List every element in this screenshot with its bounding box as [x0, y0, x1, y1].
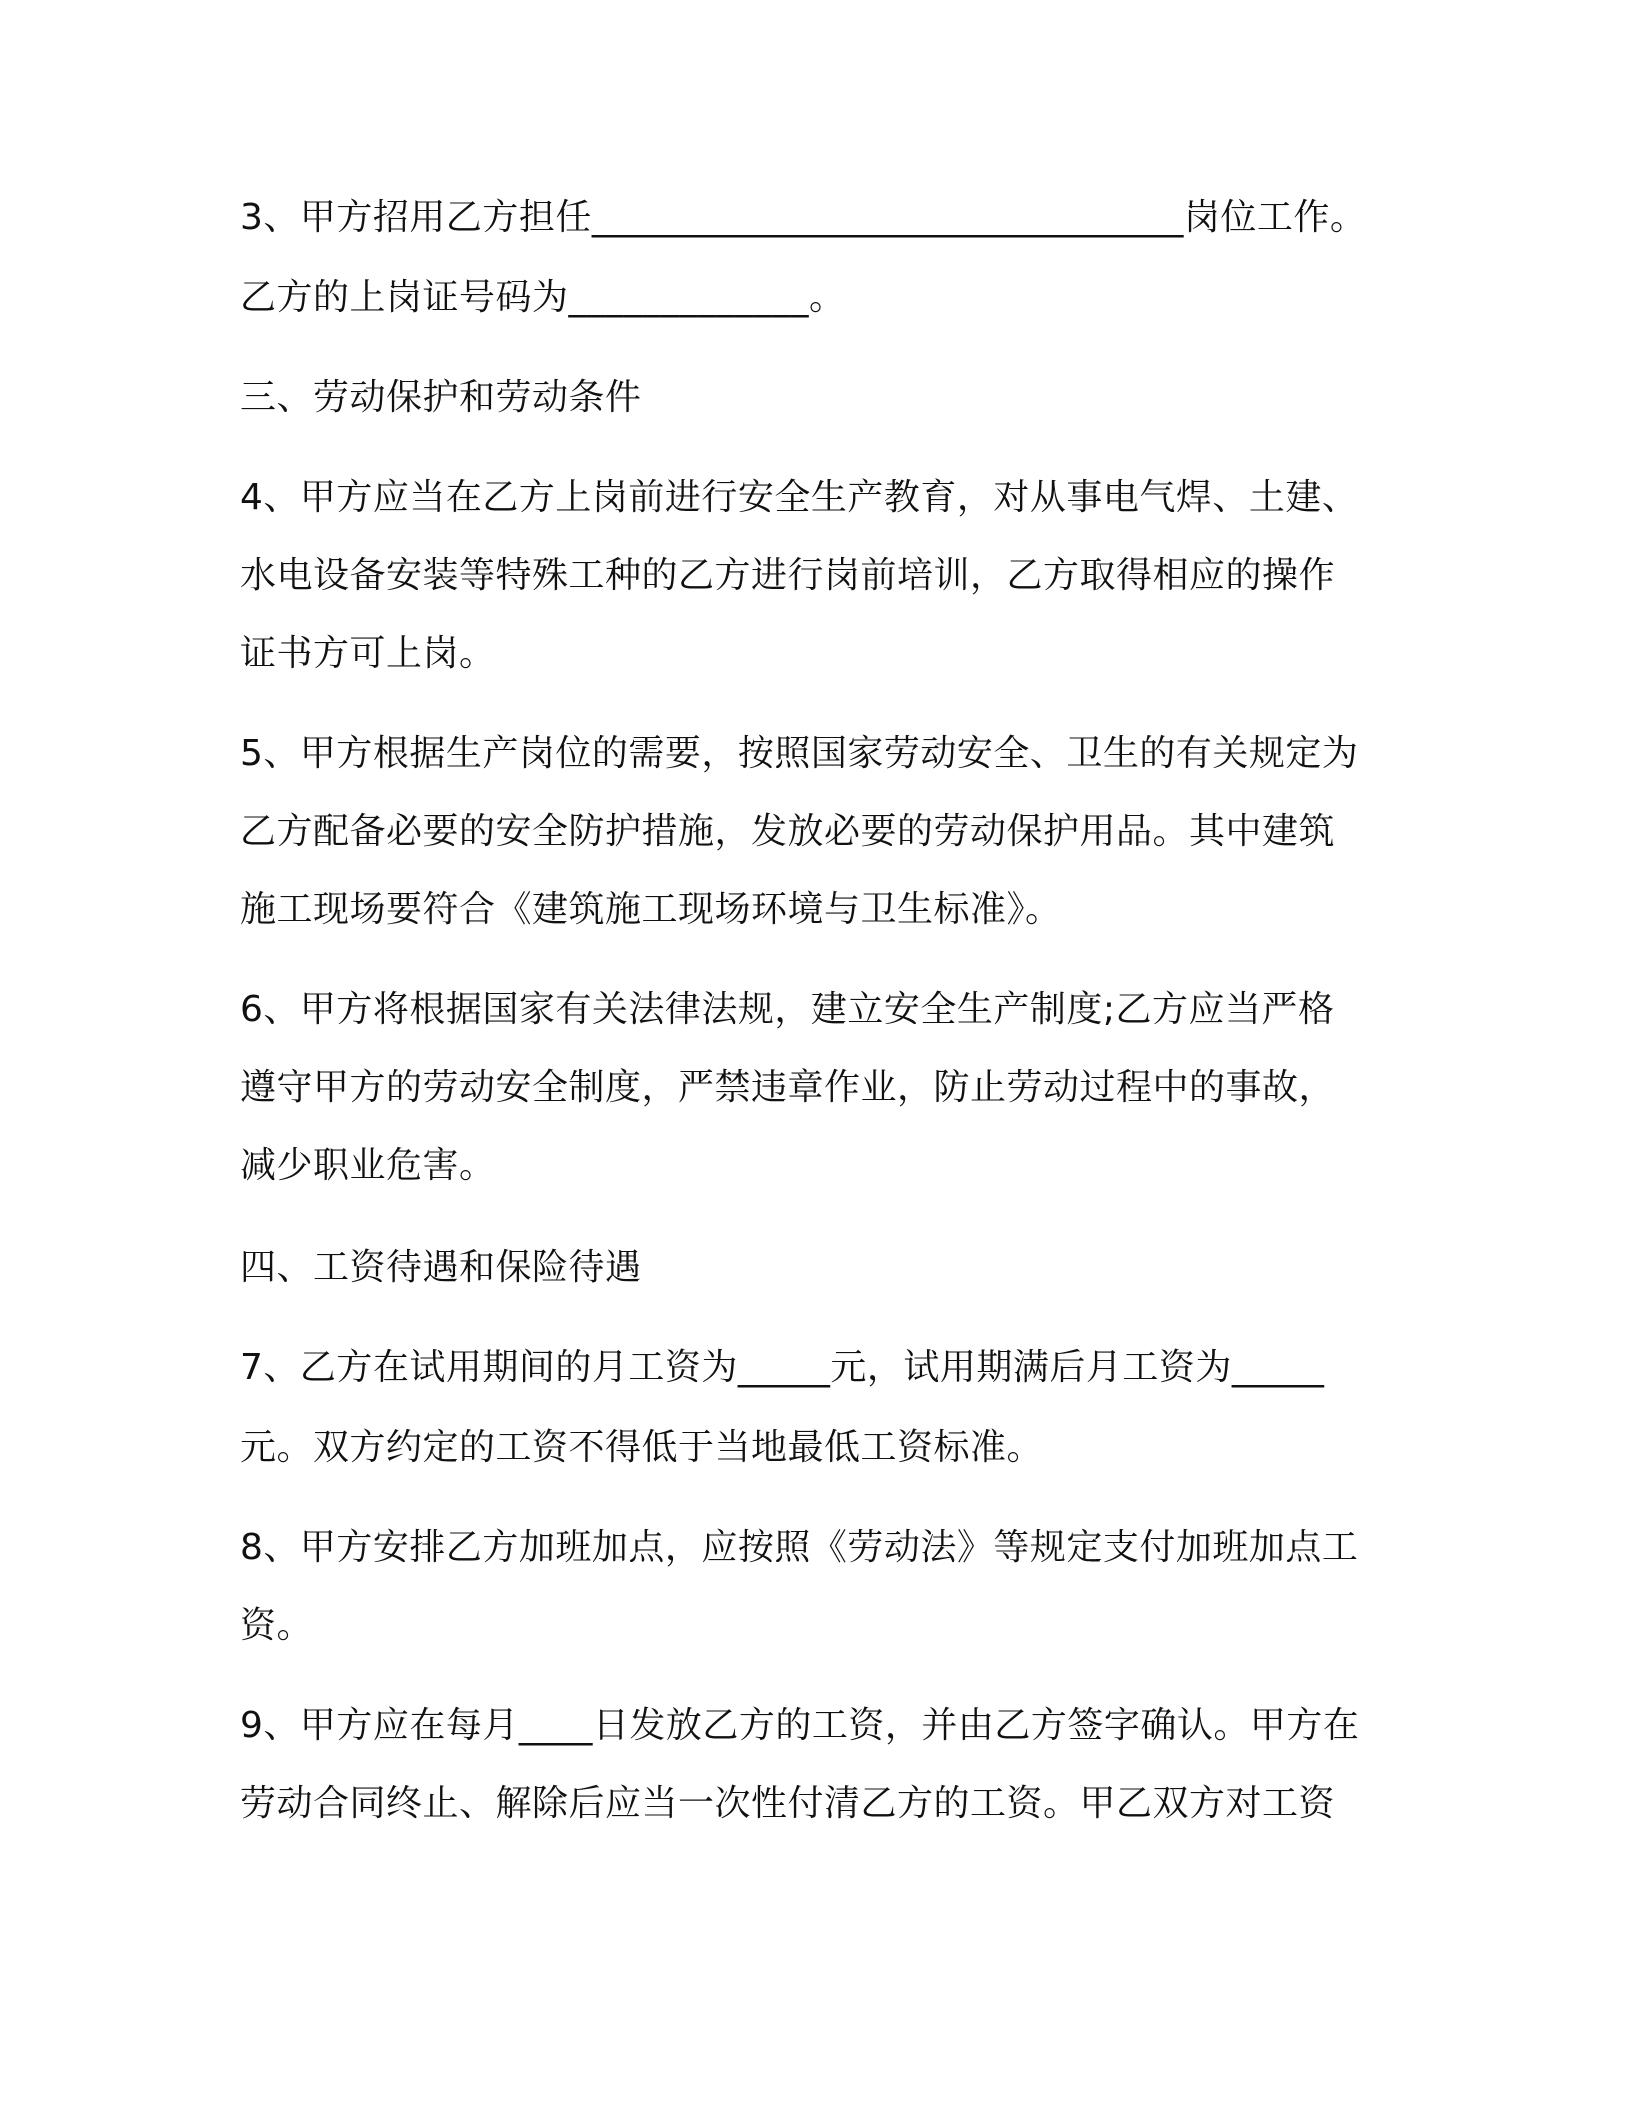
clause-6-line-3: 减少职业危害。 [240, 1145, 496, 1186]
clause-9-line-2: 劳动合同终止、解除后应当一次性付清乙方的工资。甲乙双方对工资 [240, 1783, 1336, 1824]
clause-5-line-1: 5、甲方根据生产岗位的需要，按照国家劳动安全、卫生的有关规定为 [240, 733, 1359, 774]
clause-6-line-1: 6、甲方将根据国家有关法律法规，建立安全生产制度;乙方应当严格 [240, 989, 1335, 1030]
clause-8-line-1: 8、甲方安排乙方加班加点，应按照《劳动法》等规定支付加班加点工 [240, 1527, 1359, 1568]
clause-3-line-1: 3、甲方招用乙方担任________________________________岗位工作。 [240, 197, 1367, 238]
clause-7-line-2: 元。双方约定的工资不得低于当地最低工资标准。 [240, 1427, 1044, 1468]
clause-7-line-1: 7、乙方在试用期间的月工资为_____元，试用期满后月工资为_____ [240, 1347, 1325, 1388]
clause-8-line-2: 资。 [240, 1605, 314, 1646]
clause-9-line-1: 9、甲方应在每月____日发放乙方的工资，并由乙方签字确认。甲方在 [240, 1705, 1360, 1746]
clause-5-line-3: 施工现场要符合《建筑施工现场环境与卫生标准》。 [240, 889, 1062, 930]
clause-5-line-2: 乙方配备必要的安全防护措施，发放必要的劳动保护用品。其中建筑 [240, 811, 1336, 852]
clause-6-line-2: 遵守甲方的劳动安全制度，严禁违章作业，防止劳动过程中的事故， [240, 1067, 1336, 1108]
section-4-heading: 四、工资待遇和保险待遇 [240, 1247, 642, 1288]
clause-4-line-1: 4、甲方应当在乙方上岗前进行安全生产教育，对从事电气焊、土建、 [240, 477, 1359, 518]
clause-3-line-2: 乙方的上岗证号码为_____________。 [240, 277, 846, 318]
section-3-heading: 三、劳动保护和劳动条件 [240, 377, 642, 418]
clause-4-line-2: 水电设备安装等特殊工种的乙方进行岗前培训，乙方取得相应的操作 [240, 555, 1336, 596]
clause-4-line-3: 证书方可上岗。 [240, 633, 496, 674]
